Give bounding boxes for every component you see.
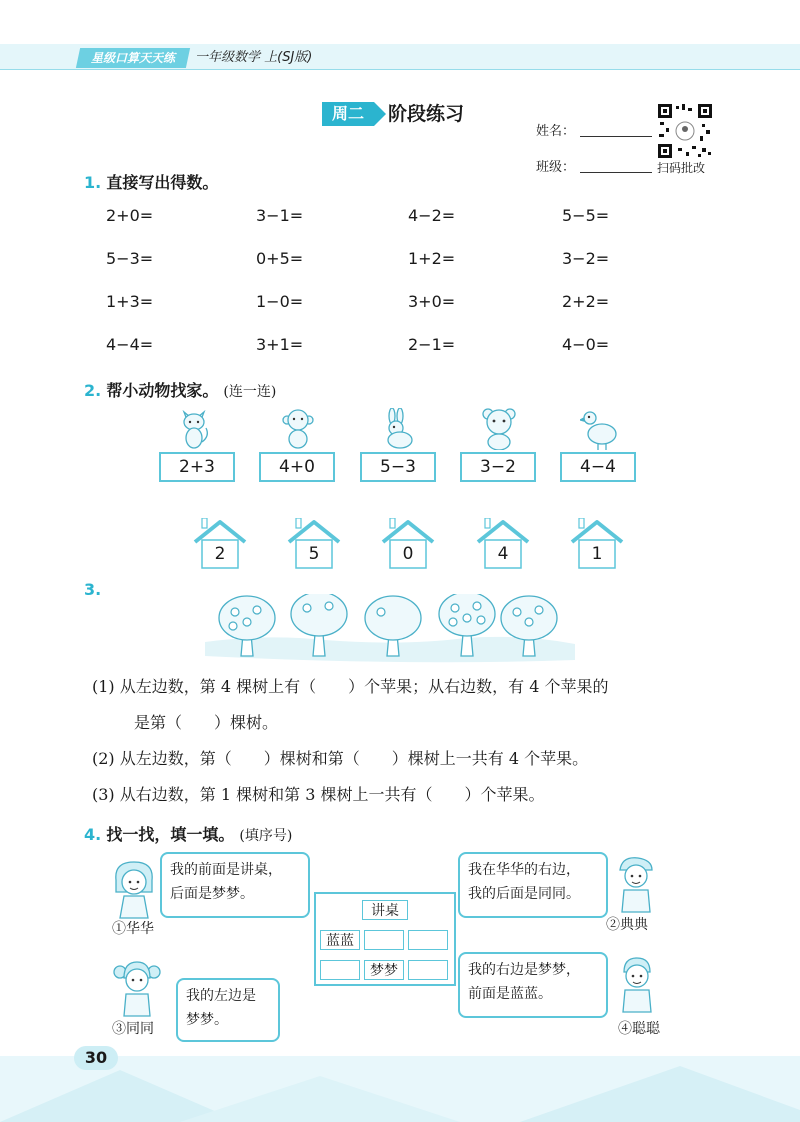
speech-bubble (176, 978, 280, 1042)
expression-card[interactable]: 2+3 (159, 452, 235, 482)
footer-decoration (0, 1040, 800, 1122)
speech-line: 我的前面是讲桌， (170, 862, 282, 878)
page-title: 阶段练习 (388, 103, 465, 125)
house-number: 0 (402, 544, 414, 564)
equation[interactable]: 5−3= (106, 249, 154, 268)
house-number: 2 (214, 544, 226, 564)
apple (477, 616, 485, 624)
apple (303, 604, 311, 612)
cat-icon (176, 406, 212, 450)
speech-bubble (458, 952, 608, 1018)
house-number: 4 (497, 544, 509, 564)
kid-label: ③同同 (112, 1021, 154, 1037)
page-number: 30 (74, 1046, 118, 1070)
apple (229, 622, 237, 630)
speech-line: 后面是梦梦。 (170, 886, 254, 902)
girl-tongtong-icon (112, 958, 162, 1018)
apple-trees-illustration (205, 594, 585, 668)
monkey-icon (280, 406, 316, 450)
seat-cell: 梦梦 (364, 960, 404, 980)
equation[interactable]: 4−4= (106, 335, 154, 354)
q3-part1-line2: 是第（ ）棵树。 (134, 713, 279, 732)
qr-code-icon (658, 104, 712, 158)
q4-note: (填序号) (239, 828, 293, 844)
equation[interactable]: 1−0= (256, 292, 304, 311)
seat-blank[interactable] (408, 930, 448, 950)
seating-chart (314, 892, 456, 986)
apple (473, 602, 481, 610)
seat-blank[interactable] (408, 960, 448, 980)
equation[interactable]: 5−5= (562, 206, 610, 225)
apple (253, 606, 261, 614)
apple (535, 606, 543, 614)
q4-number: 4. (84, 825, 102, 844)
qr-caption: 扫码批改 (657, 161, 706, 175)
q2-note: (连一连) (223, 384, 277, 400)
equation[interactable]: 3+1= (256, 335, 304, 354)
speech-line: 梦梦。 (186, 1012, 228, 1028)
q3-part3: (3) 从右边数，第 1 棵树和第 3 棵树上一共有（ ）个苹果。 (92, 785, 545, 804)
q4-title: 找一找，填一填。 (106, 825, 235, 844)
equation[interactable]: 0+5= (256, 249, 304, 268)
name-label: 姓名： (536, 124, 576, 139)
speech-bubble (458, 852, 608, 918)
kid-label: ①华华 (112, 921, 154, 937)
q1-number: 1. (84, 173, 102, 192)
apple (449, 618, 457, 626)
house[interactable] (190, 518, 250, 570)
house[interactable] (284, 518, 344, 570)
speech-line: 我的后面是同同。 (468, 886, 580, 902)
kid-label: ②典典 (606, 917, 648, 933)
expression-card[interactable]: 5−3 (360, 452, 436, 482)
equation[interactable]: 1+3= (106, 292, 154, 311)
class-field[interactable] (580, 172, 652, 173)
speech-line: 前面是蓝蓝。 (468, 986, 552, 1002)
apple (525, 618, 533, 626)
speech-bubble (160, 852, 310, 918)
apple (513, 608, 521, 616)
kid-label: ④聪聪 (618, 1021, 660, 1037)
speech-line: 我在华华的右边， (468, 862, 580, 878)
q3-part1-line1: (1) 从左边数，第 4 棵树上有（ ）个苹果；从右边数，有 4 个苹果的 (92, 677, 609, 696)
apple (451, 604, 459, 612)
expression-card[interactable]: 4−4 (560, 452, 636, 482)
apple (231, 608, 239, 616)
house[interactable] (567, 518, 627, 570)
house-number: 5 (308, 544, 320, 564)
apple (463, 614, 471, 622)
q2-number: 2. (84, 381, 102, 400)
equation[interactable]: 2+2= (562, 292, 610, 311)
boy-congcong-icon (614, 954, 660, 1014)
equation[interactable]: 4−2= (408, 206, 456, 225)
speech-line: 我的左边是 (186, 988, 256, 1004)
seat-cell: 蓝蓝 (320, 930, 360, 950)
house[interactable] (378, 518, 438, 570)
q3-number: 3. (84, 580, 102, 599)
name-field[interactable] (580, 136, 652, 137)
expression-card[interactable]: 3−2 (460, 452, 536, 482)
equation[interactable]: 4−0= (562, 335, 610, 354)
rabbit-icon (380, 408, 416, 450)
equation[interactable]: 1+2= (408, 249, 456, 268)
speech-line: 我的右边是梦梦， (468, 962, 580, 978)
series-tag: 星级口算天天练 (76, 48, 190, 68)
expression-card[interactable]: 4+0 (259, 452, 335, 482)
apple (377, 608, 385, 616)
q1-heading (84, 170, 218, 193)
class-label: 班级： (536, 160, 576, 175)
q1-grid (106, 206, 626, 356)
equation[interactable]: 3+0= (408, 292, 456, 311)
q1-title: 直接写出得数。 (106, 173, 219, 192)
house[interactable] (473, 518, 533, 570)
q2-title: 帮小动物找家。 (106, 381, 219, 400)
house-number: 1 (591, 544, 603, 564)
apple (243, 618, 251, 626)
q3-part2: (2) 从左边数，第（ ）棵树和第（ ）棵树上一共有 4 个苹果。 (92, 749, 589, 768)
q2-heading (84, 378, 276, 401)
bear-icon (480, 406, 518, 450)
equation[interactable]: 3−1= (256, 206, 304, 225)
desk-cell: 讲桌 (362, 900, 408, 920)
day-badge: 周二 (322, 102, 374, 126)
book-title: 一年级数学 上(SJ版) (195, 50, 313, 65)
seat-blank[interactable] (364, 930, 404, 950)
equation[interactable]: 2+0= (106, 206, 154, 225)
boy-diandian-icon (612, 854, 658, 914)
equation[interactable]: 2−1= (408, 335, 456, 354)
apple (325, 602, 333, 610)
equation[interactable]: 3−2= (562, 249, 610, 268)
girl-huahua-icon (110, 858, 158, 920)
q4-heading (84, 822, 292, 845)
seat-blank[interactable] (320, 960, 360, 980)
hen-icon (580, 408, 620, 450)
